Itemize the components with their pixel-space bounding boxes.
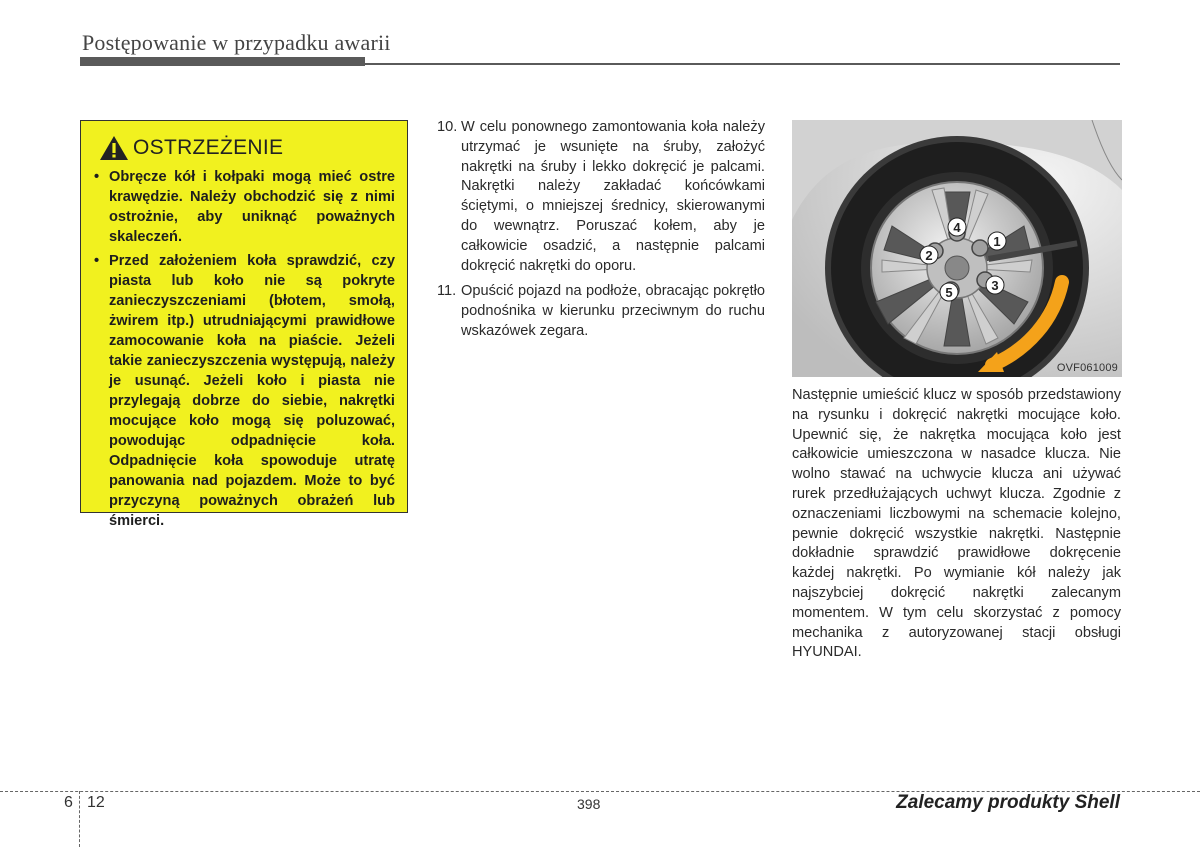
nut-label-5: 5 [945,285,953,300]
warning-box [80,120,408,529]
warning-item: • Obręcze kół i kołpaki mogą mieć ostre krawędzie. Należy obchodzić się z nimi ostrożnie, aby uniknąć poważnych skaleczeń. [93,167,395,247]
footer-brand-text: Zalecamy produkty Shell [896,792,1120,813]
warning-header [99,135,395,161]
step-number: 11. [437,283,457,300]
nut-label-4: 4 [953,220,961,235]
wheel-illustration [792,120,1122,377]
page-header-title: Postępowanie w przypadku awarii [82,30,391,55]
footer-divider [79,791,80,847]
nut-label-2: 2 [925,248,933,263]
step-11 [437,282,765,341]
instruction-steps [437,118,765,348]
nut-label-3: 3 [991,278,999,293]
step-10 [437,118,765,276]
right-column-text: Następnie umieścić klucz w sposób przedstawiony na rysunku i dokręcić nakrętki mocujące koło. Upewnić się, że nakrętka mocująca koło jest całkowicie umieszczona w nasadce klucza. Nie wolno stawać na uchwycie klucza ani używać rurek przedłużających uchwyt klucza. Zgodnie z oznaczeniami liczbowymi na schemacie kolejno, pewnie dokręcić wszystkie nakrętki. Następnie dokładnie sprawdzić prawidłowe dokręcenie każdej nakrętki. Po wymianie kół należy jak najszybciej dokręcić nakrętki zalecanym momentem. W tym celu skorzystać z pomocy mechanika z autoryzowanej stacji obsługi HYUNDAI. [792,387,1121,661]
footer-document-page: 398 [577,796,601,812]
warning-item: • Przed założeniem koła sprawdzić, czy piasta lub koło nie są pokryte zanieczyszczeniami (błotem, smołą, żwirem itp.) utrudniającymi prawidłowe zamocowanie koła na piaście. Jeżeli takie zanieczyszczenia występują, należy je usunąć. Jeżeli koło i piasta nie przylegają dobrze do siebie, nakrętki mocujące koło mogą się poluzować, powodując odpadnięcie koła. Odpadnięcie koła spowoduje utratę panowania nad pojazdem. Może to być przyczyną poważnych obrażeń lub śmierci. [93,251,395,531]
figure-code: OVF061009 [1056,362,1118,374]
step-text: Opuścić pojazd na podłoże, obracając pokrętło podnośnika w kierunku przeciwnym do ruchu wskazówek zegara. [461,283,765,339]
nut-label-1: 1 [993,234,1001,249]
wheel-tightening-figure [792,120,1122,377]
header-bar [80,57,365,66]
step-text: W celu ponownego zamontowania koła należy utrzymać je wsunięte na śruby, założyć nakrętki na śruby i lekko dokręcić je palcami. Nakrętki należy zakładać końcówkami ściętymi, o mniejszej średnicy, skierowanymi do wewnątrz. Poruszać kołem, aby je całkowicie osadzić, a następnie palcami dokręcić nakrętki do oporu. [461,119,765,274]
step-number: 10. [437,119,458,135]
footer-page-number: 12 [87,794,105,811]
warning-title: OSTRZEŻENIE [133,136,284,159]
warning-triangle-icon [99,135,129,161]
warning-list [93,167,395,531]
header-rule [365,63,1120,65]
footer-chapter-number: 6 [64,794,73,811]
